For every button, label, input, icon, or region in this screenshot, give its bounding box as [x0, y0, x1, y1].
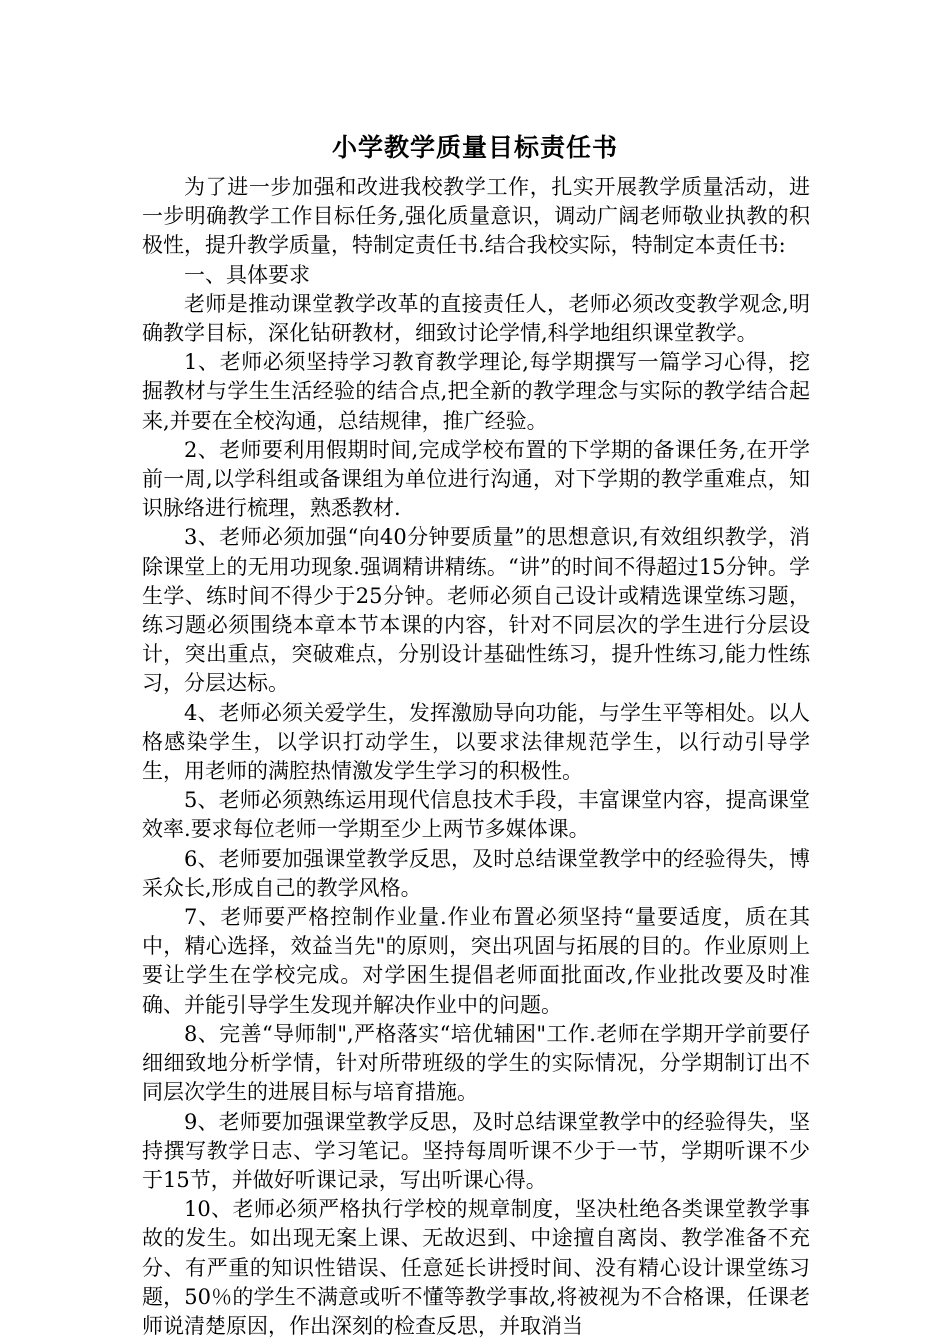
- section-heading-requirements: 一、具体要求: [184, 262, 310, 287]
- requirements-intro-paragraph: 老师是推动课堂教学改革的直接责任人，老师必须改变教学观念,明确教学目标，深化钻研教材，细致讨论学情,科学地组织课堂教学。: [142, 291, 810, 346]
- requirement-item-3: 3、老师必须加强“向40分钟要质量”的思想意识,有效组织教学，消除课堂上的无用功现象.强调精讲精练。“讲”的时间不得超过15分钟。学生学、练时间不得少于25分钟。老师必须自己设计或精选课堂练习题，练习题必须围绕本章本节本课的内容，针对不同层次的学生进行分层设计，突出重点，突破难点，分别设计基础性练习，提升性练习,能力性练习，分层达标。: [142, 525, 810, 696]
- requirement-item-4: 4、老师必须关爱学生，发挥激励导向功能，与学生平等相处。以人格感染学生，以学识打动学生，以要求法律规范学生，以行动引导学生，用老师的满腔热情激发学生学习的积极性。: [142, 700, 810, 784]
- requirement-item-6: 6、老师要加强课堂教学反思，及时总结课堂教学中的经验得失，博采众长,形成自己的教学风格。: [142, 846, 810, 900]
- requirement-item-2: 2、老师要利用假期时间,完成学校布置的下学期的备课任务,在开学前一周,以学科组或备课组为单位进行沟通，对下学期的教学重难点，知识脉络进行梳理，熟悉教材.: [142, 437, 810, 521]
- requirement-item-8: 8、完善“导师制",严格落实“培优辅困"工作.老师在学期开学前要仔细细致地分析学情，针对所带班级的学生的实际情况，分学期制订出不同层次学生的进展目标与培育措施。: [142, 1021, 810, 1105]
- requirement-item-7: 7、老师要严格控制作业量.作业布置必须坚持“量要适度，质在其中，精心选择，效益当先"的原则，突出巩固与拓展的目的。作业原则上要让学生在学校完成。对学困生提倡老师面批面改,作业批改要及时准确、并能引导学生发现并解决作业中的问题。: [142, 905, 810, 1017]
- requirement-item-1: 1、老师必须坚持学习教育教学理论,每学期撰写一篇学习心得，挖掘教材与学生生活经验的结合点,把全新的教学理念与实际的教学结合起来,并要在全校沟通，总结规律，推广经验。: [142, 350, 810, 433]
- requirement-item-9: 9、老师要加强课堂教学反思，及时总结课堂教学中的经验得失，坚持撰写教学日志、学习笔记。坚持每周听课不少于一节，学期听课不少于15节，并做好听课记录，写出听课心得。: [142, 1109, 810, 1192]
- requirement-item-5: 5、老师必须熟练运用现代信息技术手段，丰富课堂内容，提高课堂效率.要求每位老师一学期至少上两节多媒体课。: [142, 788, 810, 842]
- document-title: 小学教学质量目标责任书: [331, 133, 618, 162]
- intro-paragraph: 为了进一步加强和改进我校教学工作，扎实开展教学质量活动，进一步明确教学工作目标任务,强化质量意识，调动广阔老师敬业执教的积极性，提升教学质量，特制定责任书.结合我校实际，特制定本责任书:: [142, 175, 810, 258]
- document-body: [142, 173, 810, 1341]
- requirement-item-10: 10、老师必须严格执行学校的规章制度，坚决杜绝各类课堂教学事故的发生。如出现无案上课、无故迟到、中途擅自离岗、教学准备不充分、有严重的知识性错误、任意延长讲授时间、没有精心设计课堂练习题，50％的学生不满意或听不懂等教学事故,将被视为不合格课，任课老师说清楚原因，作出深刻的检查反思，并取消当: [142, 1197, 810, 1338]
